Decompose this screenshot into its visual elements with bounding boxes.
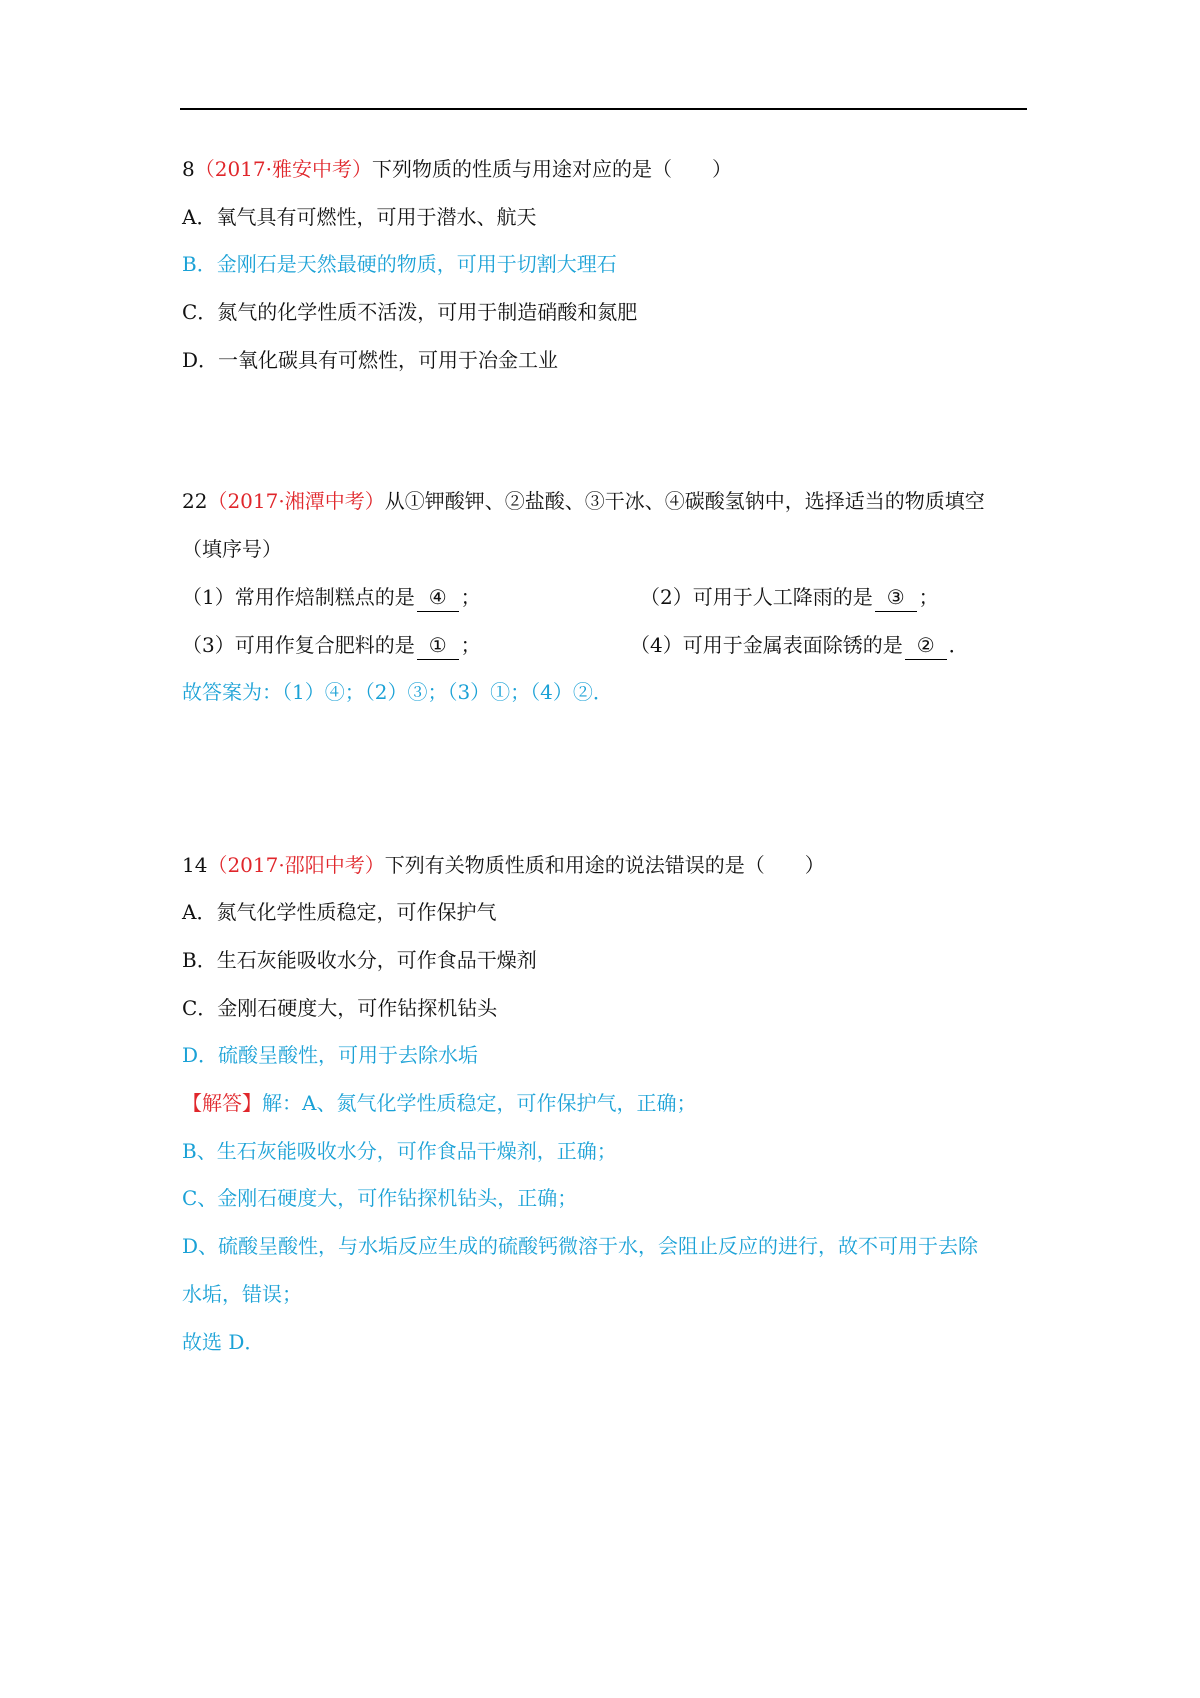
q22-blank-4: ② [905,631,947,660]
q8-stem: 下列物质的性质与用途对应的是（ ） [372,157,732,181]
q14-solution-line-1: 【解答】解：A、氮气化学性质稳定，可作保护气，正确； [182,1091,697,1115]
q14-solution-line-6: 故选 D． [182,1330,265,1354]
q8-stem-line [182,155,732,183]
q22-item-1: （1）常用作焙制糕点的是 ④ ； [182,583,481,612]
q22-stem-continuation: （填序号） [182,537,282,561]
q14-solution-line-5: 水垢，错误； [182,1282,302,1306]
q22-item-3: （3）可用作复合肥料的是 ① ； [182,631,481,660]
q8-option-a: A．氧气具有可燃性，可用于潜水、航天 [182,205,537,229]
q14-option-b: B．生石灰能吸收水分，可作食品干燥剂 [182,948,537,972]
q22-item-4: （4）可用于金属表面除锈的是 ② ． [630,631,969,660]
q22-blank-3: ① [417,631,459,660]
q14-solution-tag: 【解答】 [182,1091,262,1115]
q14-solution-line-4: D、硫酸呈酸性，与水垢反应生成的硫酸钙微溶于水，会阻止反应的进行，故不可用于去除 [182,1234,979,1258]
q8-option-c: C．氮气的化学性质不活泼，可用于制造硝酸和氮肥 [182,300,638,324]
q22-answer-line: 故答案为：（1）④；（2）③；（3）①；（4）②． [182,680,613,704]
q22-blank-1: ④ [417,583,459,612]
q14-option-a: A．氮气化学性质稳定，可作保护气 [182,900,497,924]
q22-number: 22 [182,489,208,513]
q14-number: 14 [182,853,208,877]
q8-source: （2017·雅安中考） [194,157,372,181]
q8-number: 8 [182,157,195,181]
q14-stem: 下列有关物质性质和用途的说法错误的是（ ） [384,853,825,877]
q8-option-d: D．一氧化碳具有可燃性，可用于冶金工业 [182,348,559,372]
q22-source: （2017·湘潭中考） [207,489,385,513]
q8-option-b-answer: B．金刚石是天然最硬的物质，可用于切割大理石 [182,252,617,276]
header-rule [180,108,1027,110]
q22-stem-line [182,487,985,515]
q14-option-c: C．金刚石硬度大，可作钻探机钻头 [182,996,498,1020]
q14-solution-line-3: C、金刚石硬度大，可作钻探机钻头，正确； [182,1186,578,1210]
q14-option-d-answer: D．硫酸呈酸性，可用于去除水垢 [182,1043,479,1067]
q22-blank-2: ③ [875,583,917,612]
q22-item-2: （2）可用于人工降雨的是 ③ ； [640,583,939,612]
q14-stem-line [182,851,825,879]
q22-stem: 从①钾酸钾、②盐酸、③干冰、④碳酸氢钠中，选择适当的物质填空 [384,489,985,513]
q14-source: （2017·邵阳中考） [207,853,385,877]
q14-solution-line-2: B、生石灰能吸收水分，可作食品干燥剂，正确； [182,1139,617,1163]
